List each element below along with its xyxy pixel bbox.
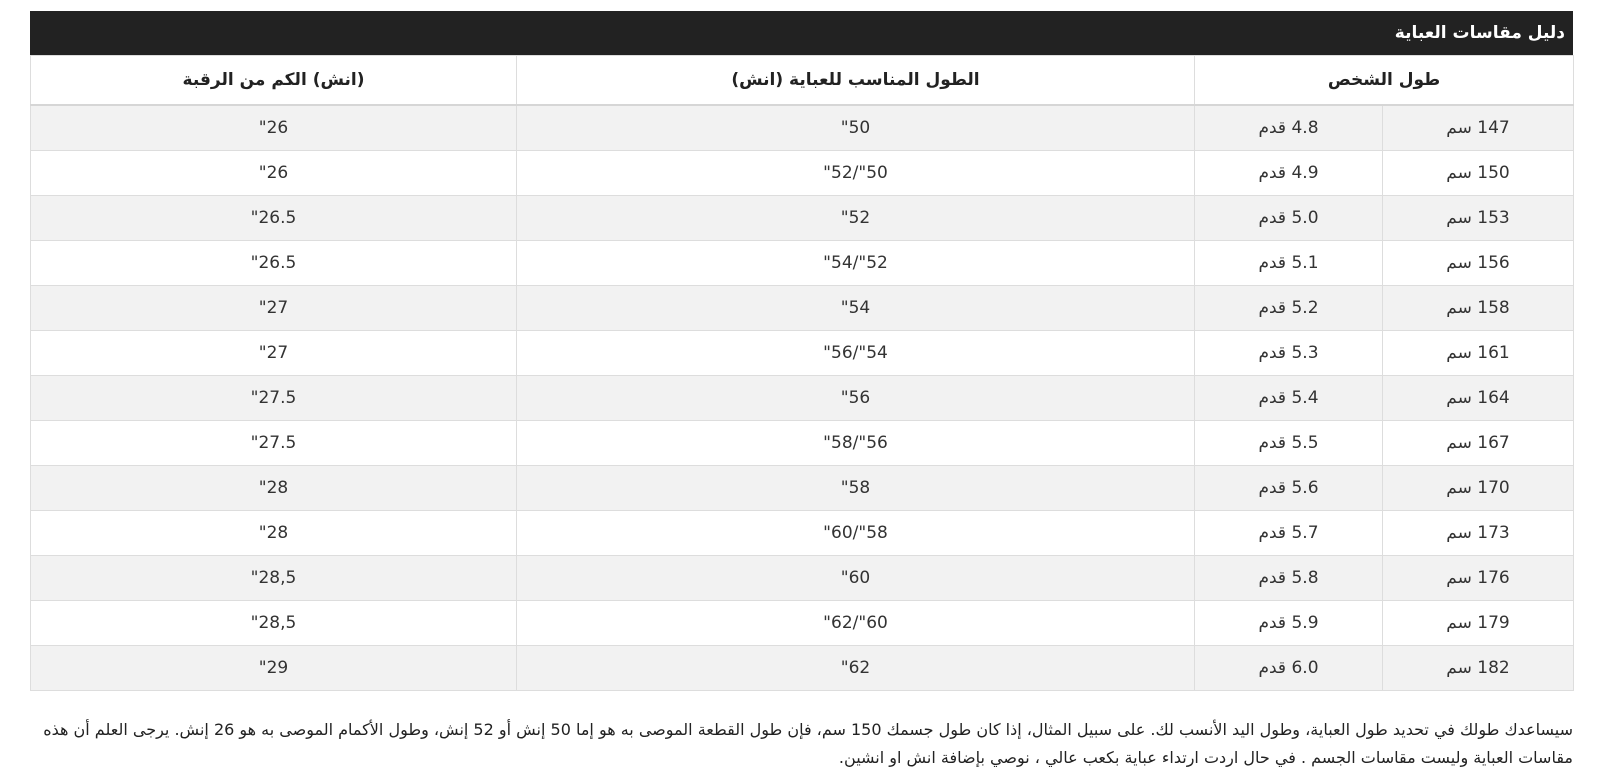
cell-abaya-length: 50"/52" <box>517 151 1195 196</box>
cell-sleeve: 26.5" <box>31 241 517 286</box>
cell-abaya-length: 58" <box>517 466 1195 511</box>
table-row <box>31 556 1574 601</box>
cell-abaya-length: 60"/62" <box>517 601 1195 646</box>
size-guide-title: دليل مقاسات العباية <box>30 11 1573 55</box>
table-row <box>31 105 1574 151</box>
cell-height-cm: 170 سم <box>1383 466 1574 511</box>
table-row <box>31 646 1574 691</box>
table-header-row <box>31 56 1574 106</box>
table-row <box>31 511 1574 556</box>
cell-height-cm: 167 سم <box>1383 421 1574 466</box>
cell-height-ft: 5.9 قدم <box>1195 601 1383 646</box>
header-sleeve: (انش) الكم من الرقبة <box>31 56 517 106</box>
cell-height-cm: 179 سم <box>1383 601 1574 646</box>
table-row <box>31 376 1574 421</box>
table-row <box>31 241 1574 286</box>
size-guide <box>30 11 1573 691</box>
cell-abaya-length: 54" <box>517 286 1195 331</box>
table-row <box>31 286 1574 331</box>
cell-height-ft: 5.1 قدم <box>1195 241 1383 286</box>
cell-sleeve: 26" <box>31 105 517 151</box>
size-table <box>30 55 1574 691</box>
table-row <box>31 421 1574 466</box>
cell-height-cm: 161 سم <box>1383 331 1574 376</box>
cell-height-cm: 158 سم <box>1383 286 1574 331</box>
cell-height-ft: 5.3 قدم <box>1195 331 1383 376</box>
cell-height-ft: 4.9 قدم <box>1195 151 1383 196</box>
cell-sleeve: 28" <box>31 511 517 556</box>
header-abaya-length: الطول المناسب للعباية (انش) <box>517 56 1195 106</box>
cell-sleeve: 27.5" <box>31 421 517 466</box>
cell-height-cm: 173 سم <box>1383 511 1574 556</box>
cell-sleeve: 26.5" <box>31 196 517 241</box>
cell-height-cm: 147 سم <box>1383 105 1574 151</box>
cell-height-ft: 5.6 قدم <box>1195 466 1383 511</box>
cell-height-cm: 176 سم <box>1383 556 1574 601</box>
cell-height-ft: 5.7 قدم <box>1195 511 1383 556</box>
cell-abaya-length: 56"/58" <box>517 421 1195 466</box>
cell-abaya-length: 58"/60" <box>517 511 1195 556</box>
table-row <box>31 601 1574 646</box>
table-row <box>31 466 1574 511</box>
cell-height-ft: 4.8 قدم <box>1195 105 1383 151</box>
cell-abaya-length: 62" <box>517 646 1195 691</box>
cell-height-ft: 5.2 قدم <box>1195 286 1383 331</box>
cell-height-ft: 5.4 قدم <box>1195 376 1383 421</box>
cell-height-ft: 5.0 قدم <box>1195 196 1383 241</box>
cell-sleeve: 27" <box>31 286 517 331</box>
cell-sleeve: 27.5" <box>31 376 517 421</box>
cell-height-ft: 6.0 قدم <box>1195 646 1383 691</box>
cell-sleeve: 28,5" <box>31 601 517 646</box>
table-row <box>31 151 1574 196</box>
cell-sleeve: 29" <box>31 646 517 691</box>
cell-abaya-length: 60" <box>517 556 1195 601</box>
cell-height-cm: 156 سم <box>1383 241 1574 286</box>
cell-abaya-length: 50" <box>517 105 1195 151</box>
cell-abaya-length: 56" <box>517 376 1195 421</box>
cell-sleeve: 28,5" <box>31 556 517 601</box>
cell-abaya-length: 52" <box>517 196 1195 241</box>
cell-height-ft: 5.5 قدم <box>1195 421 1383 466</box>
cell-height-cm: 164 سم <box>1383 376 1574 421</box>
table-row <box>31 196 1574 241</box>
cell-sleeve: 26" <box>31 151 517 196</box>
cell-abaya-length: 52"/54" <box>517 241 1195 286</box>
cell-abaya-length: 54"/56" <box>517 331 1195 376</box>
cell-height-cm: 153 سم <box>1383 196 1574 241</box>
cell-sleeve: 28" <box>31 466 517 511</box>
size-note: سيساعدك طولك في تحديد طول العباية، وطول اليد الأنسب لك. على سبيل المثال، إذا كان طول جسمك 150 سم، فإن طول القطعة الموصى به هو إما 50 إنش أو 52 إنش، وطول الأكمام الموصى به هو 26 إنش. يرجى العلم أن هذه مقاسات العباية وليست مقاسات الجسم . في حال اردت ارتداء عباية بكعب عالي ، نوصي بإضافة انش او انشين. <box>43 720 1573 767</box>
cell-height-ft: 5.8 قدم <box>1195 556 1383 601</box>
cell-height-cm: 182 سم <box>1383 646 1574 691</box>
cell-height-cm: 150 سم <box>1383 151 1574 196</box>
header-height: طول الشخص <box>1195 56 1574 106</box>
table-row <box>31 331 1574 376</box>
cell-sleeve: 27" <box>31 331 517 376</box>
